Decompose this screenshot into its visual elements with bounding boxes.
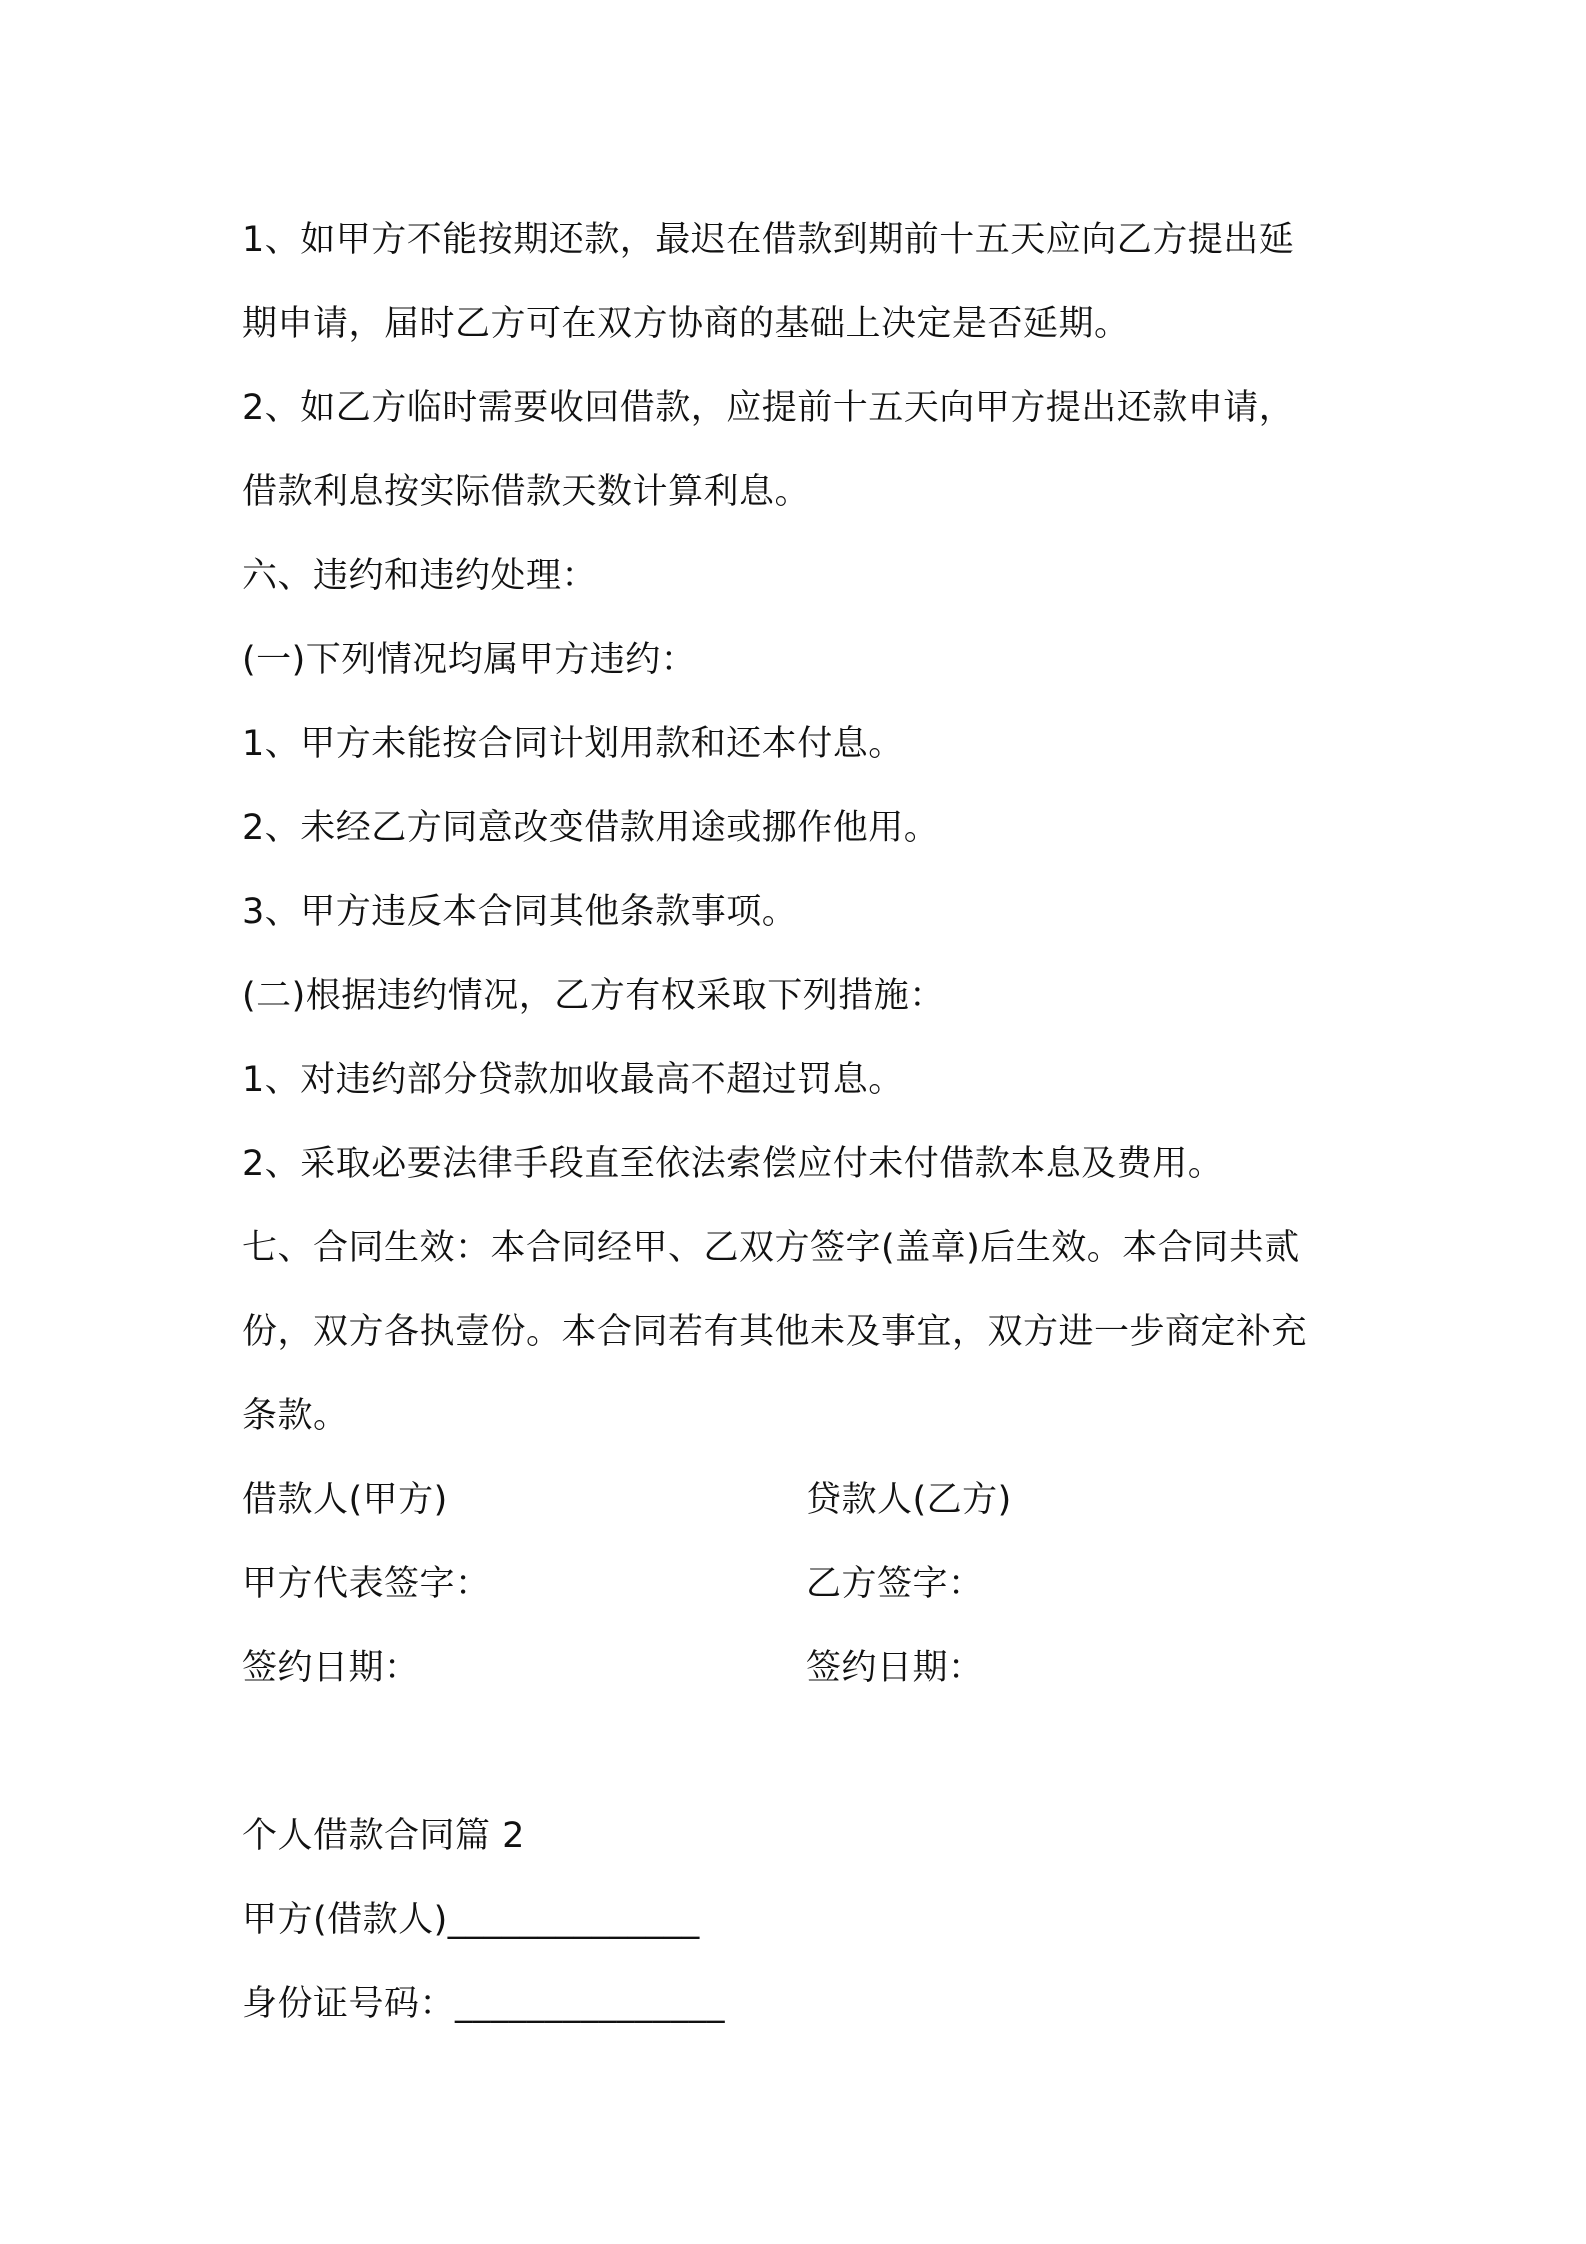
section2-title: 个人借款合同篇 2 — [242, 1816, 525, 1856]
party-a-signature-label: 甲方代表签字： — [242, 1564, 491, 1604]
paragraph-line: 1、如甲方不能按期还款，最迟在借款到期前十五天应向乙方提出延 — [242, 220, 1295, 260]
section-heading: 七、合同生效：本合同经甲、乙双方签字(盖章)后生效。本合同共贰 — [242, 1228, 1300, 1268]
list-item: 2、未经乙方同意改变借款用途或挪作他用。 — [242, 808, 940, 848]
list-item: 3、甲方违反本合同其他条款事项。 — [242, 892, 798, 932]
list-item: 1、甲方未能按合同计划用款和还本付息。 — [242, 724, 904, 764]
paragraph-line: 期申请，届时乙方可在双方协商的基础上决定是否延期。 — [242, 304, 1130, 344]
section-gap — [242, 1710, 1362, 1794]
borrower-label: 借款人(甲方) — [242, 1480, 448, 1520]
list-item: 2、采取必要法律手段直至依法索偿应付未付借款本息及费用。 — [242, 1144, 1224, 1184]
section-heading: 六、违约和违约处理： — [242, 556, 598, 596]
paragraph-line: 份，双方各执壹份。本合同若有其他未及事宜，双方进一步商定补充 — [242, 1312, 1308, 1352]
party-b-date-label: 签约日期： — [806, 1648, 984, 1688]
lender-label: 贷款人(乙方) — [806, 1480, 1012, 1520]
signature-row-parties — [242, 1458, 1362, 1542]
paragraph-line: 借款利息按实际借款天数计算利息。 — [242, 472, 811, 512]
signature-row-dates — [242, 1626, 1362, 1710]
subsection-heading: (二)根据违约情况，乙方有权采取下列措施： — [242, 976, 945, 1016]
subsection-heading: (一)下列情况均属甲方违约： — [242, 640, 697, 680]
party-a-field: 甲方(借款人)______________ — [242, 1900, 700, 1940]
paragraph-line: 2、如乙方临时需要收回借款，应提前十五天向甲方提出还款申请， — [242, 388, 1295, 428]
document-content — [242, 198, 1362, 2046]
signature-row-signatures — [242, 1542, 1362, 1626]
party-a-date-label: 签约日期： — [242, 1648, 420, 1688]
id-number-field: 身份证号码：_______________ — [242, 1984, 726, 2024]
list-item: 1、对违约部分贷款加收最高不超过罚息。 — [242, 1060, 904, 1100]
party-b-signature-label: 乙方签字： — [806, 1564, 984, 1604]
paragraph-line: 条款。 — [242, 1396, 349, 1436]
